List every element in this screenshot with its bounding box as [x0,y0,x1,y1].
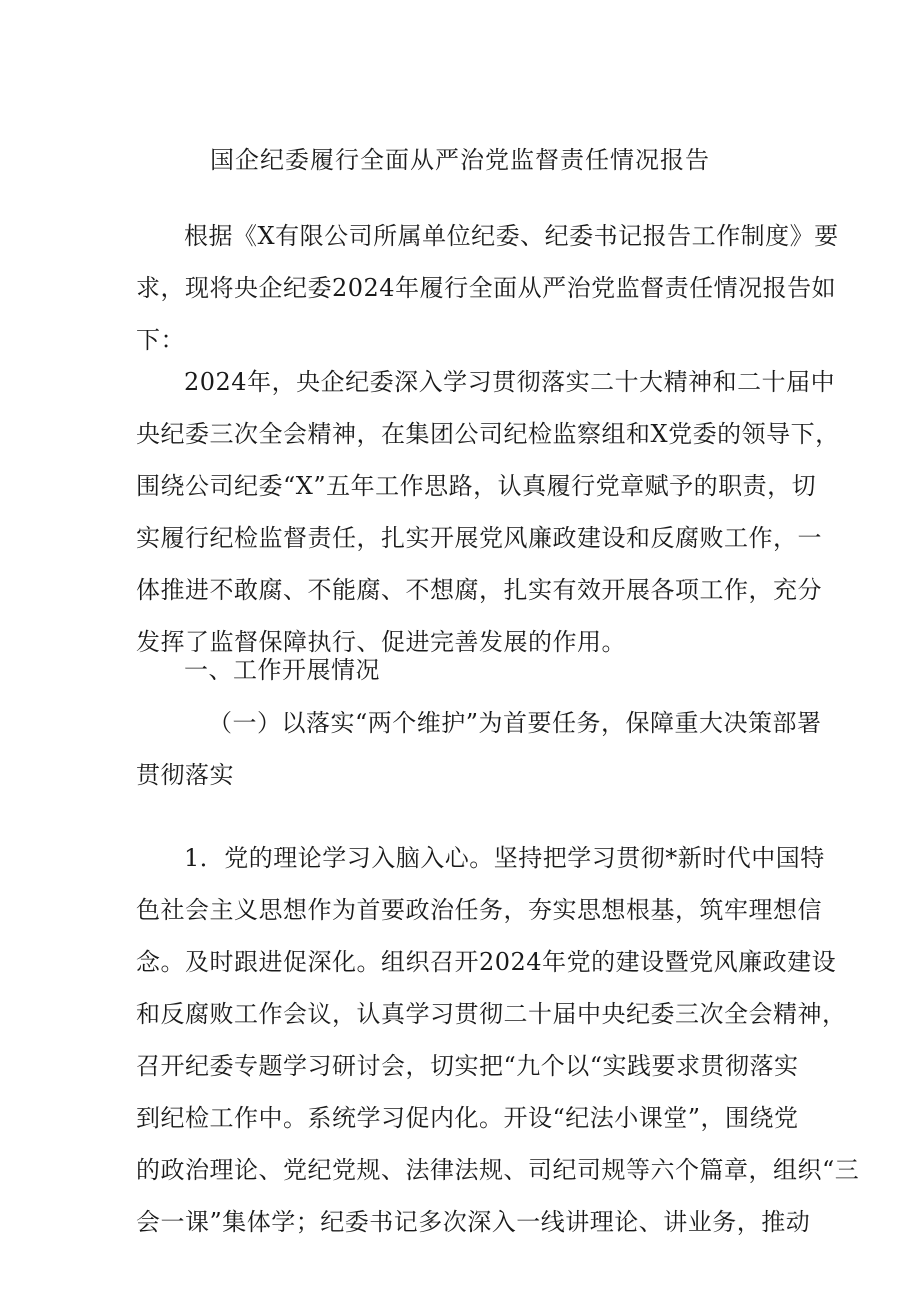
section-heading-text: 一、工作开展情况 [184,656,380,684]
paragraph-line: 围绕公司纪委“X”五年工作思路，认真履行党章赋予的职责，切 [136,472,817,500]
paragraph-line: 念。及时跟进促深化。组织召开2024年党的建设暨党风廉政建设 [136,948,837,976]
subsection-heading-text: 贯彻落实 [136,761,234,789]
document-title: 国企纪委履行全面从严治党监督责任情况报告 [210,146,710,174]
paragraph-line: 1．党的理论学习入脑入心。坚持把学习贯彻*新时代中国特 [184,844,825,872]
paragraph-line: 根据《X有限公司所属单位纪委、纪委书记报告工作制度》要 [184,222,839,250]
paragraph-line: 到纪检工作中。系统学习促内化。开设“纪法小课堂”，围绕党 [136,1104,799,1132]
paragraph-line: 和反腐败工作会议，认真学习贯彻二十届中央纪委三次全会精神， [136,1000,847,1028]
paragraph-line: 央纪委三次全会精神，在集团公司纪检监察组和X党委的领导下， [136,420,840,448]
subsection-heading-text: （一）以落实“两个维护”为首要任务，保障重大决策部署 [208,709,822,737]
paragraph-line: 色社会主义思想作为首要政治任务，夯实思想根基，筑牢理想信 [136,896,822,924]
paragraph-overview [136,356,840,668]
paragraph-intro [136,210,839,366]
paragraph-line: 体推进不敢腐、不能腐、不想腐，扎实有效开展各项工作，充分 [136,576,822,604]
paragraph-line: 召开纪委专题学习研讨会，切实把“九个以“实践要求贯彻落实 [136,1052,799,1080]
paragraph-line: 2024年，央企纪委深入学习贯彻落实二十大精神和二十届中 [184,368,836,396]
paragraph-line: 发挥了监督保障执行、促进完善发展的作用。 [136,628,626,656]
paragraph-line: 实履行纪检监督责任，扎实开展党风廉政建设和反腐败工作，一 [136,524,822,552]
paragraph-line: 的政治理论、党纪党规、法律法规、司纪司规等六个篇章，组织“三 [136,1156,860,1184]
paragraph-item-1 [136,832,860,1248]
paragraph-line: 会一课”集体学；纪委书记多次深入一线讲理论、讲业务，推动 [136,1208,811,1236]
paragraph-line: 求，现将央企纪委2024年履行全面从严治党监督责任情况报告如 [136,274,837,302]
section-heading-1 [136,644,792,696]
subsection-heading-1 [136,697,822,801]
paragraph-line: 下： [136,326,185,354]
